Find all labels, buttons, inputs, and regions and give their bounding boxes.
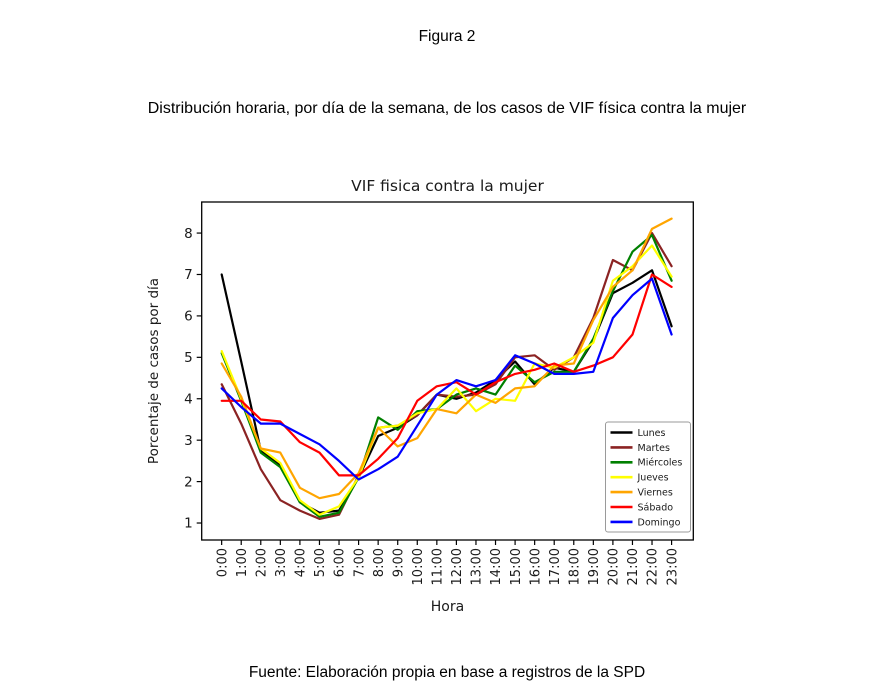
x-tick-label: 14:00 — [489, 548, 505, 586]
x-tick-label: 15:00 — [508, 548, 524, 586]
y-tick-label: 8 — [184, 225, 193, 242]
legend-label: Jueves — [637, 472, 669, 484]
legend-label: Sábado — [637, 502, 674, 514]
x-axis — [215, 540, 680, 585]
y-tick-label: 1 — [184, 515, 193, 532]
x-tick-label: 20:00 — [606, 548, 622, 586]
x-tick-label: 4:00 — [293, 548, 309, 578]
y-axis-label: Porcentaje de casos por día — [146, 277, 162, 465]
legend-label: Miércoles — [637, 457, 683, 469]
x-tick-label: 9:00 — [391, 548, 407, 578]
series-lines — [222, 219, 672, 519]
x-tick-label: 17:00 — [547, 548, 563, 586]
y-tick-label: 6 — [184, 308, 193, 325]
chart-title: VIF fisica contra la mujer — [351, 177, 544, 195]
x-tick-label: 21:00 — [626, 548, 642, 586]
x-tick-label: 8:00 — [371, 548, 387, 578]
legend-label: Martes — [637, 442, 670, 454]
figure-label: Figura 2 — [418, 28, 476, 45]
x-tick-label: 16:00 — [528, 548, 544, 586]
x-tick-label: 6:00 — [332, 548, 348, 578]
x-tick-label: 22:00 — [645, 548, 661, 586]
x-axis-label: Hora — [430, 599, 465, 615]
x-tick-label: 19:00 — [587, 548, 603, 586]
y-tick-label: 5 — [184, 350, 193, 367]
x-tick-label: 18:00 — [567, 548, 583, 586]
series-line-viernes — [222, 219, 672, 499]
legend-label: Lunes — [637, 427, 666, 439]
x-tick-label: 10:00 — [410, 548, 426, 586]
x-tick-label: 5:00 — [313, 548, 329, 578]
legend-label: Viernes — [637, 487, 673, 499]
series-line-sabado — [222, 275, 672, 476]
figure-source-note: Fuente: Elaboración propia en base a registros de la SPD — [248, 664, 646, 681]
series-line-miercoles — [222, 235, 672, 517]
x-tick-label: 11:00 — [430, 548, 446, 586]
x-tick-label: 12:00 — [450, 548, 466, 586]
x-tick-label: 1:00 — [234, 548, 250, 578]
x-tick-label: 2:00 — [254, 548, 270, 578]
legend — [606, 422, 691, 532]
x-tick-label: 23:00 — [665, 548, 681, 586]
figure-caption: Distribución horaria, por día de la semana, de los casos de VIF física contra la mujer — [147, 100, 747, 117]
legend-label: Domingo — [637, 517, 681, 529]
y-tick-label: 4 — [184, 391, 193, 408]
x-tick-label: 0:00 — [215, 548, 231, 578]
y-axis — [184, 226, 202, 532]
y-tick-label: 7 — [184, 267, 193, 284]
x-tick-label: 3:00 — [274, 548, 290, 578]
y-tick-label: 2 — [184, 474, 193, 491]
y-tick-label: 3 — [184, 432, 193, 449]
x-tick-label: 13:00 — [469, 548, 485, 586]
x-tick-label: 7:00 — [352, 548, 368, 578]
series-line-martes — [222, 233, 672, 519]
